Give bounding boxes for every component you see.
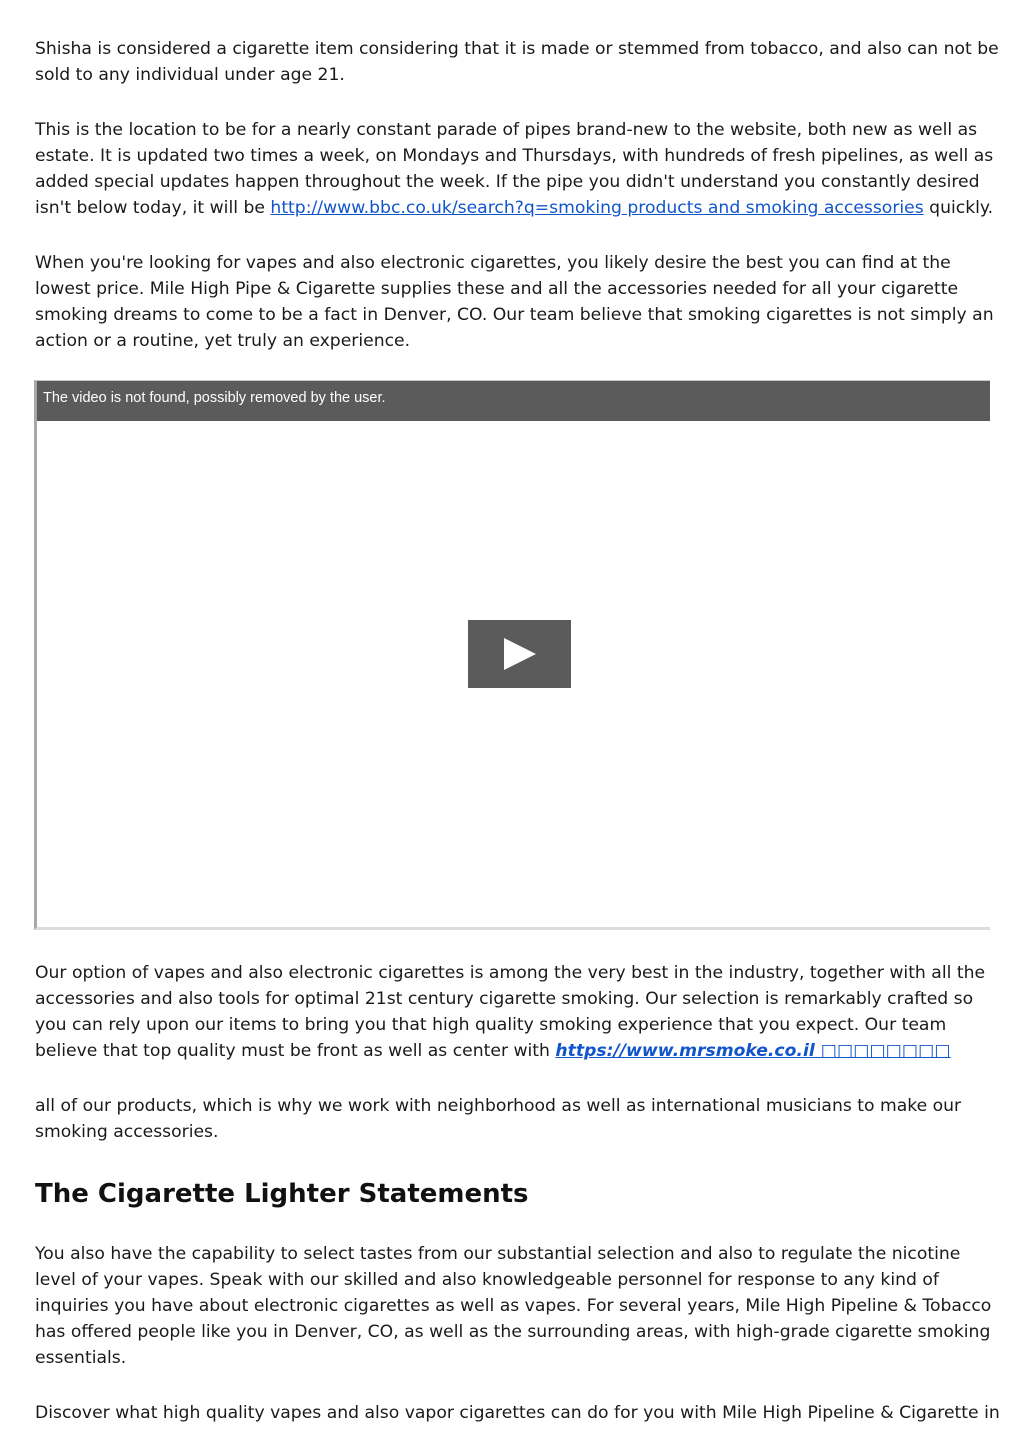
paragraph-pipes — [35, 117, 1000, 221]
section-heading: The Cigarette Lighter Statements — [35, 1179, 529, 1209]
article-top — [35, 36, 1000, 354]
paragraph-tastes: You also have the capability to select tastes from our substantial selection and also to regulate the nicotine level of your vapes. Speak with our skilled and also knowledgeable personnel for response to any kind of inquiries you have about electronic cigarettes as well as vapes. For several years, Mile High Pipeline & Tobacco has offered people like you in Denver, CO, as well as the surrounding areas, with high-grade cigarette smoking essentials. — [35, 1244, 992, 1368]
play-button[interactable] — [468, 620, 571, 688]
paragraph-products: all of our products, which is why we work with neighborhood as well as international musicians to make our smoking accessories. — [35, 1096, 962, 1142]
paragraph-pipes-end: quickly. — [923, 198, 994, 218]
paragraph-pipes-text: This is the location to be for a nearly constant parade of pipes brand-new to the website, both new as well as estate. It is updated two times a week, on Mondays and Thursdays, with hundreds of fresh pipelines, as well as added special updates happen throughout the week. If the pipe you didn't understand you constantly desired isn't below today, it will be — [35, 120, 994, 218]
paragraph-vapes: When you're looking for vapes and also electronic cigarettes, you likely desire the best you can find at the lowest price. Mile High Pipe & Cigarette supplies these and all the accessories needed for all your cigarette smoking dreams to come to be a fact in Denver, CO. Our team believe that smoking cigarettes is not simply an action or a routine, yet truly an experience. — [35, 253, 994, 351]
video-error-bar: The video is not found, possibly removed by the user. — [37, 381, 990, 421]
bbc-search-link[interactable]: http://www.bbc.co.uk/search?q=smoking products and smoking accessories — [270, 198, 924, 218]
mrsmoke-link[interactable]: https://www.mrsmoke.co.il □□□□□□□□ — [555, 1041, 951, 1061]
paragraph-shisha: Shisha is considered a cigarette item considering that it is made or stemmed from tobacco, and also can not be sold to any individual under age 21. — [35, 39, 999, 85]
play-icon — [502, 636, 538, 672]
paragraph-option — [35, 960, 1000, 1064]
video-embed[interactable] — [34, 380, 990, 930]
paragraph-discover: Discover what high quality vapes and also vapor cigarettes can do for you with Mile High Pipeline & Cigarette in — [35, 1403, 1000, 1423]
article-bottom — [35, 960, 1000, 1426]
paragraph-option-text: Our option of vapes and also electronic cigarettes is among the very best in the industry, together with all the accessories and also tools for optimal 21st century cigarette smoking. Our selection is remarkably crafted so you can rely upon our items to bring you that high quality smoking experience that you expect. Our team believe that top quality must be front as well as center with — [35, 963, 986, 1061]
